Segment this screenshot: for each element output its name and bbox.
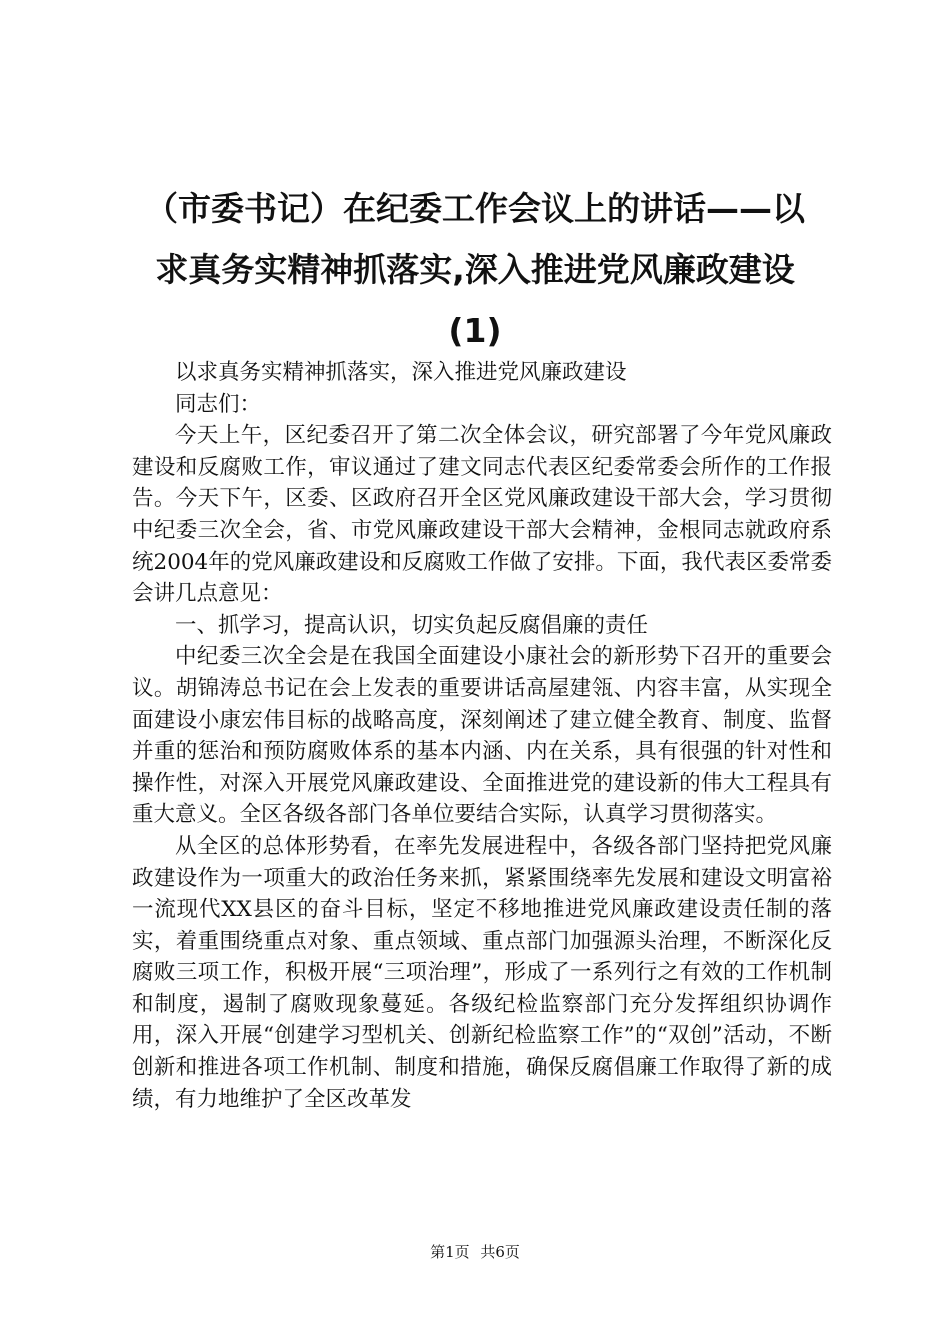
- section-heading: 一、抓学习，提高认识，切实负起反腐倡廉的责任: [175, 612, 649, 638]
- salutation-paragraph: 同志们：: [175, 391, 262, 417]
- subtitle-paragraph: 以求真务实精神抓落实，深入推进党风廉政建设: [175, 360, 627, 385]
- title-line: 求真务实精神抓落实,深入推进党风廉政建设: [155, 250, 795, 289]
- title-line: (1): [448, 311, 502, 350]
- page-total: 共6页: [480, 1243, 520, 1261]
- document-body: [132, 357, 832, 1115]
- body-paragraph: 今天上午，区纪委召开了第二次全体会议，研究部署了今年党风廉政建设和反腐败工作，审议通过了建文同志代表区纪委常委会所作的工作报告。今天下午，区委、区政府召开全区党风廉政建设干部大会，学习贯彻中纪委三次全会，省、市党风廉政建设干部大会精神，金根同志就政府系统2004年的党风廉政建设和反腐败工作做了安排。下面，我代表区委常委会讲几点意见：: [132, 423, 832, 607]
- page-number: 第1页: [430, 1243, 470, 1261]
- title-line: （市委书记）在纪委工作会议上的讲话——以: [145, 189, 805, 228]
- body-paragraph: 从全区的总体形势看，在率先发展进程中，各级各部门坚持把党风廉政建设作为一项重大的政治任务来抓，紧紧围绕率先发展和建设文明富裕一流现代XX县区的奋斗目标，坚定不移地推进党风廉政建设责任制的落实，着重围绕重点对象、重点领域、重点部门加强源头治理，不断深化反腐败三项工作，积极开展“三项治理”，形成了一系列行之有效的工作机制和制度，遏制了腐败现象蔓延。各级纪检监察部门充分发挥组织协调作用，深入开展“创建学习型机关、创新纪检监察工作”的“双创”活动，不断创新和推进各项工作机制、制度和措施，确保反腐倡廉工作取得了新的成绩，有力地维护了全区改革发: [132, 833, 832, 1112]
- page-footer: [0, 1242, 950, 1262]
- body-paragraph: 中纪委三次全会是在我国全面建设小康社会的新形势下召开的重要会议。胡锦涛总书记在会上发表的重要讲话高屋建瓴、内容丰富，从实现全面建设小康宏伟目标的战略高度，深刻阐述了建立健全教育、制度、监督并重的惩治和预防腐败体系的基本内涵、内在关系，具有很强的针对性和操作性，对深入开展党风廉政建设、全面推进党的建设新的伟大工程具有重大意义。全区各级各部门各单位要结合实际，认真学习贯彻落实。: [132, 644, 832, 828]
- document-title: [120, 178, 830, 361]
